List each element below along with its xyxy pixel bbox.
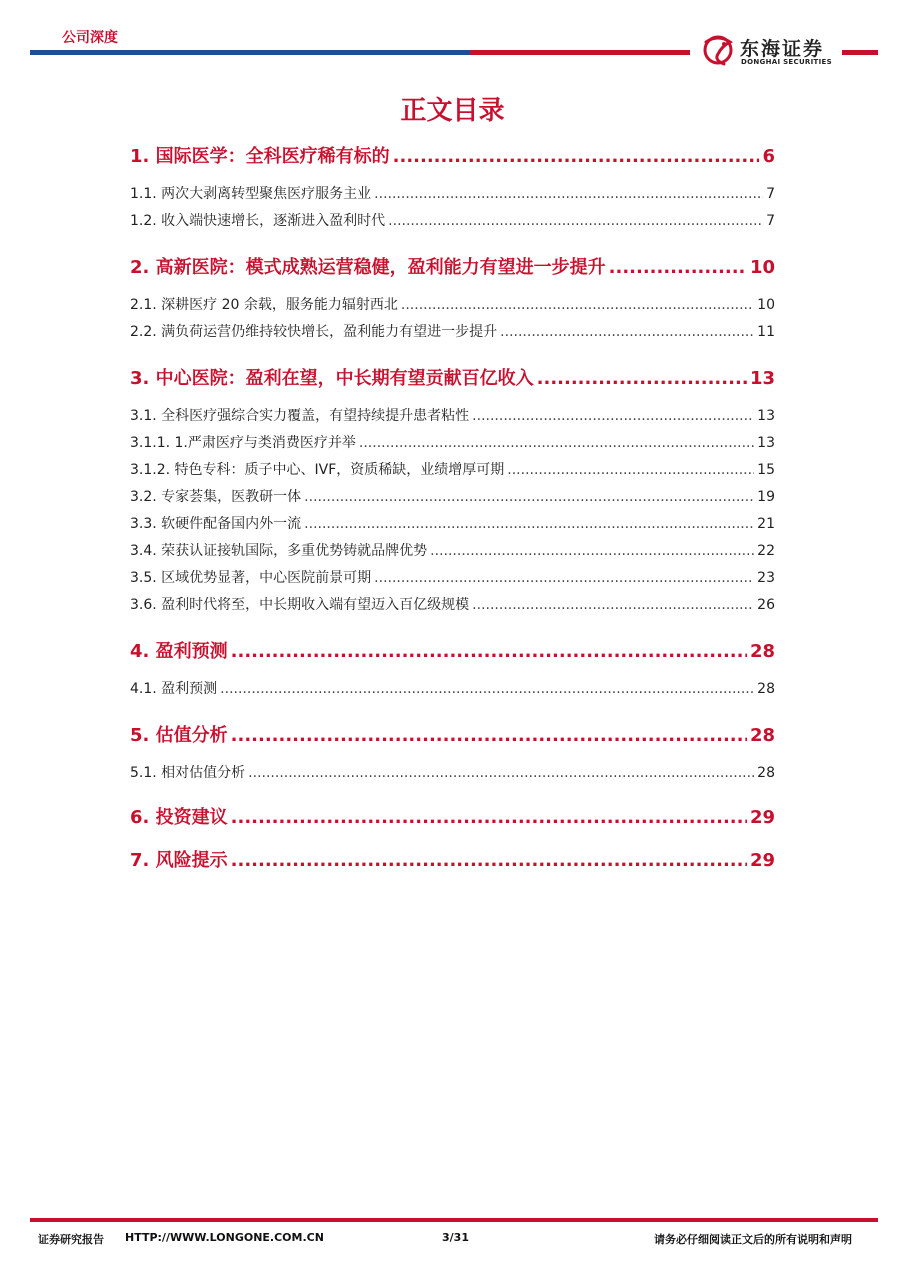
toc-section-entry[interactable] — [130, 321, 775, 341]
section-label: 公司深度 — [62, 30, 118, 46]
toc-entry-title: 2.2. 满负荷运营仍维持较快增长，盈利能力有望进一步提升 — [130, 324, 498, 340]
toc-entry-page: 28 — [749, 725, 775, 746]
toc-dot-leader — [374, 570, 754, 586]
toc-entry-page: 10 — [757, 297, 775, 313]
toc-entry-page: 10 — [749, 257, 775, 278]
toc-entry-page: 29 — [749, 850, 775, 871]
toc-entry-title: 3.4. 荣获认证接轨国际，多重优势铸就品牌优势 — [130, 543, 428, 559]
toc-dot-leader — [220, 681, 754, 697]
toc-entry-page: 7 — [766, 186, 775, 202]
dragon-logo-icon — [700, 32, 736, 68]
toc-dot-leader — [231, 807, 747, 828]
logo-cn-text: 东海证券 — [740, 38, 825, 60]
toc-entry-page: 22 — [757, 543, 775, 559]
toc-chapter-entry[interactable] — [130, 846, 775, 872]
toc-chapter-entry[interactable] — [130, 721, 775, 747]
toc-dot-leader — [472, 597, 754, 613]
toc-entry-title: 4. 盈利预测 — [130, 641, 228, 662]
toc-entry-page: 28 — [749, 641, 775, 662]
toc-section-entry[interactable] — [130, 678, 775, 698]
toc-entry-page: 23 — [757, 570, 775, 586]
toc-entry-page: 7 — [766, 213, 775, 229]
toc-chapter-entry[interactable] — [130, 253, 775, 279]
footer-disclaimer: 请务必仔细阅读正文后的所有说明和声明 — [654, 1233, 852, 1246]
toc-entry-page: 19 — [757, 489, 775, 505]
toc-entry-title: 3. 中心医院：盈利在望，中长期有望贡献百亿收入 — [130, 368, 534, 389]
toc-entry-title: 7. 风险提示 — [130, 850, 228, 871]
header-rule-red — [470, 50, 690, 55]
toc-chapter-entry[interactable] — [130, 364, 775, 390]
toc-entry-title: 1.2. 收入端快速增长，逐渐进入盈利时代 — [130, 213, 386, 229]
toc-entry-title: 4.1. 盈利预测 — [130, 681, 218, 697]
toc-dot-leader — [388, 213, 763, 229]
footer-rule — [30, 1218, 878, 1222]
toc-entry-title: 3.3. 软硬件配备国内外一流 — [130, 516, 302, 532]
toc-section-entry[interactable] — [130, 183, 775, 203]
toc-dot-leader — [401, 297, 754, 313]
toc-entry-page: 21 — [757, 516, 775, 532]
toc-chapter-entry[interactable] — [130, 637, 775, 663]
toc-entry-title: 1. 国际医学：全科医疗稀有标的 — [130, 146, 390, 167]
toc-dot-leader — [609, 257, 747, 278]
footer-report-type: 证券研究报告 — [38, 1233, 104, 1246]
toc-section-entry[interactable] — [130, 405, 775, 425]
toc-entry-page: 13 — [749, 368, 775, 389]
toc-entry-title: 3.5. 区域优势显著，中心医院前景可期 — [130, 570, 372, 586]
toc-entry-page: 28 — [757, 681, 775, 697]
toc-entry-page: 15 — [757, 462, 775, 478]
toc-chapter-entry[interactable] — [130, 142, 775, 168]
toc-dot-leader — [304, 489, 754, 505]
logo-en-text: DONGHAI SECURITIES — [741, 58, 832, 66]
header-rule-blue — [30, 50, 470, 55]
toc-title: 正文目录 — [400, 96, 505, 126]
toc-dot-leader — [430, 543, 754, 559]
toc-section-entry[interactable] — [130, 210, 775, 230]
toc-entry-page: 13 — [757, 435, 775, 451]
toc-section-entry[interactable] — [130, 459, 775, 479]
toc-chapter-entry[interactable] — [130, 803, 775, 829]
toc-entry-page: 11 — [757, 324, 775, 340]
company-logo — [700, 32, 850, 72]
toc-section-entry[interactable] — [130, 594, 775, 614]
toc-section-entry[interactable] — [130, 294, 775, 314]
toc-entry-title: 3.2. 专家荟集，医教研一体 — [130, 489, 302, 505]
toc-dot-leader — [359, 435, 754, 451]
toc-dot-leader — [507, 462, 754, 478]
toc-section-entry[interactable] — [130, 486, 775, 506]
toc-section-entry[interactable] — [130, 540, 775, 560]
toc-entry-page: 13 — [757, 408, 775, 424]
toc-entry-title: 5. 估值分析 — [130, 725, 228, 746]
toc-entry-title: 2.1. 深耕医疗 20 余载，服务能力辐射西北 — [130, 297, 398, 313]
toc-dot-leader — [304, 516, 754, 532]
toc-entry-title: 3.1.1. 1.严肃医疗与类消费医疗并举 — [130, 435, 356, 451]
toc-section-entry[interactable] — [130, 432, 775, 452]
toc-entry-title: 1.1. 两次大剥离转型聚焦医疗服务主业 — [130, 186, 372, 202]
toc-section-entry[interactable] — [130, 567, 775, 587]
toc-entry-page: 26 — [757, 597, 775, 613]
toc-dot-leader — [472, 408, 754, 424]
toc-entry-page: 28 — [757, 765, 775, 781]
toc-dot-leader — [374, 186, 763, 202]
toc-entry-title: 3.1. 全科医疗强综合实力覆盖，有望持续提升患者粘性 — [130, 408, 470, 424]
toc-dot-leader — [537, 368, 747, 389]
toc-entry-page: 6 — [762, 146, 775, 167]
toc-entry-title: 3.1.2. 特色专科：质子中心、IVF，资质稀缺，业绩增厚可期 — [130, 462, 505, 478]
toc-dot-leader — [231, 641, 747, 662]
toc-entry-title: 3.6. 盈利时代将至，中长期收入端有望迈入百亿级规模 — [130, 597, 470, 613]
toc-entry-title: 5.1. 相对估值分析 — [130, 765, 246, 781]
toc-dot-leader — [231, 725, 747, 746]
toc-dot-leader — [500, 324, 754, 340]
toc-entry-title: 2. 高新医院：模式成熟运营稳健，盈利能力有望进一步提升 — [130, 257, 606, 278]
toc-dot-leader — [393, 146, 760, 167]
toc-dot-leader — [248, 765, 754, 781]
footer-url[interactable]: HTTP://WWW.LONGONE.COM.CN — [125, 1231, 324, 1244]
toc-entry-title: 6. 投资建议 — [130, 807, 228, 828]
toc-section-entry[interactable] — [130, 762, 775, 782]
toc-entry-page: 29 — [749, 807, 775, 828]
toc-section-entry[interactable] — [130, 513, 775, 533]
toc-dot-leader — [231, 850, 747, 871]
footer-page-number: 3/31 — [442, 1231, 469, 1244]
